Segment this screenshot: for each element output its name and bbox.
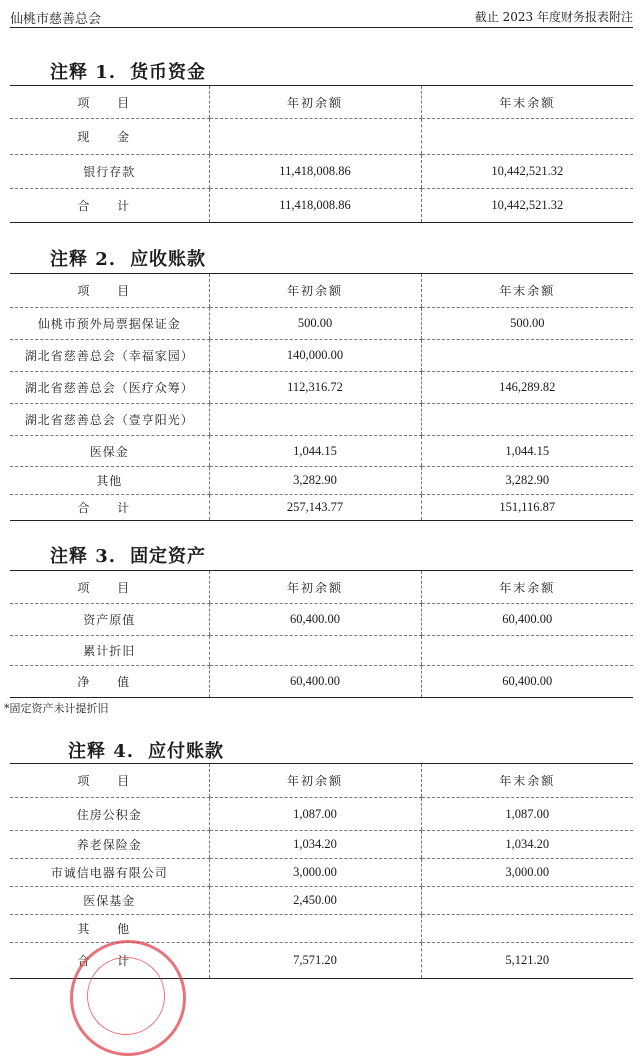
section-4-name: 应付账款 — [148, 741, 225, 762]
row-begin: 1,087.00 — [209, 798, 421, 831]
row-begin: 112,316.72 — [209, 372, 421, 404]
row-begin — [209, 636, 421, 666]
section-3-table — [10, 570, 633, 698]
document-title: 截止 2023 年度财务报表附注 — [474, 10, 633, 24]
row-end: 1,087.00 — [421, 798, 633, 831]
header-rule — [10, 27, 633, 28]
official-seal-stamp — [70, 940, 186, 1056]
row-label: 合 计 — [10, 189, 209, 223]
row-end: 146,289.82 — [421, 372, 633, 404]
row-label: 合 计 — [10, 495, 209, 521]
row-label: 湖北省慈善总会（幸福家园） — [10, 340, 209, 372]
section-1-table — [10, 85, 633, 223]
section-2-number: 注释 2. — [50, 249, 117, 270]
row-label: 医保基金 — [10, 887, 209, 915]
row-end: 60,400.00 — [421, 666, 633, 698]
row-begin: 11,418,008.86 — [209, 189, 421, 223]
row-begin: 60,400.00 — [209, 604, 421, 636]
table-header-row — [10, 86, 633, 119]
row-label: 其 他 — [10, 915, 209, 943]
row-end: 60,400.00 — [421, 604, 633, 636]
row-label: 现 金 — [10, 119, 209, 155]
row-label: 湖北省慈善总会（壹亨阳光） — [10, 404, 209, 436]
row-label: 医保金 — [10, 436, 209, 467]
section-1-name: 货币资金 — [130, 62, 207, 83]
row-end: 10,442,521.32 — [421, 189, 633, 223]
page-header — [10, 8, 633, 28]
table-row — [10, 798, 633, 831]
table-row-total — [10, 495, 633, 521]
table-row — [10, 604, 633, 636]
row-begin: 1,034.20 — [209, 831, 421, 859]
row-begin: 7,571.20 — [209, 943, 421, 979]
section-2-name: 应收账款 — [130, 249, 207, 270]
section-1-number: 注释 1. — [50, 62, 117, 83]
row-end — [421, 636, 633, 666]
section-1-title — [50, 58, 206, 84]
table-row — [10, 340, 633, 372]
section-3-note: *固定资产未计提折旧 — [4, 702, 109, 715]
section-2-title — [50, 245, 206, 271]
section-3-title — [50, 542, 206, 568]
header-begin: 年初余额 — [209, 274, 421, 308]
row-label: 合 计 — [10, 943, 209, 979]
row-label: 养老保险金 — [10, 831, 209, 859]
header-end: 年末余额 — [421, 274, 633, 308]
table-row — [10, 404, 633, 436]
row-begin: 500.00 — [209, 308, 421, 340]
row-end: 1,044.15 — [421, 436, 633, 467]
table-header-row — [10, 571, 633, 604]
header-end: 年末余额 — [421, 86, 633, 119]
table-row — [10, 887, 633, 915]
row-begin — [209, 915, 421, 943]
table-row — [10, 155, 633, 189]
table-row — [10, 372, 633, 404]
row-begin: 140,000.00 — [209, 340, 421, 372]
table-header-row — [10, 764, 633, 798]
table-row-total — [10, 666, 633, 698]
header-begin: 年初余额 — [209, 571, 421, 604]
row-end: 1,034.20 — [421, 831, 633, 859]
header-end: 年末余额 — [421, 571, 633, 604]
header-begin: 年初余额 — [209, 86, 421, 119]
row-begin: 3,282.90 — [209, 467, 421, 495]
row-end — [421, 404, 633, 436]
row-begin: 2,450.00 — [209, 887, 421, 915]
row-label: 其他 — [10, 467, 209, 495]
section-3-name: 固定资产 — [130, 546, 207, 567]
seal-inner-ring — [87, 957, 165, 1035]
table-row — [10, 859, 633, 887]
row-begin: 3,000.00 — [209, 859, 421, 887]
table-row — [10, 436, 633, 467]
org-name: 仙桃市慈善总会 — [10, 12, 102, 27]
table-row — [10, 119, 633, 155]
section-4-number: 注释 4. — [68, 741, 135, 762]
row-label: 住房公积金 — [10, 798, 209, 831]
section-2-table — [10, 273, 633, 521]
header-begin: 年初余额 — [209, 764, 421, 798]
row-begin: 60,400.00 — [209, 666, 421, 698]
row-end: 151,116.87 — [421, 495, 633, 521]
row-end: 3,282.90 — [421, 467, 633, 495]
table-row — [10, 467, 633, 495]
table-row-total — [10, 189, 633, 223]
header-item: 项 目 — [10, 571, 209, 604]
table-header-row — [10, 274, 633, 308]
row-end: 3,000.00 — [421, 859, 633, 887]
row-label: 资产原值 — [10, 604, 209, 636]
table-row — [10, 915, 633, 943]
row-begin — [209, 404, 421, 436]
row-begin: 257,143.77 — [209, 495, 421, 521]
row-label: 累计折旧 — [10, 636, 209, 666]
table-row — [10, 831, 633, 859]
header-item: 项 目 — [10, 274, 209, 308]
section-3-number: 注释 3. — [50, 546, 117, 567]
table-row — [10, 308, 633, 340]
row-end: 5,121.20 — [421, 943, 633, 979]
row-begin — [209, 119, 421, 155]
row-label: 净 值 — [10, 666, 209, 698]
row-label: 市诚信电器有限公司 — [10, 859, 209, 887]
table-row — [10, 636, 633, 666]
row-label: 银行存款 — [10, 155, 209, 189]
row-begin: 11,418,008.86 — [209, 155, 421, 189]
header-item: 项 目 — [10, 764, 209, 798]
row-end — [421, 119, 633, 155]
row-label: 仙桃市预外局票据保证金 — [10, 308, 209, 340]
row-end: 500.00 — [421, 308, 633, 340]
row-end — [421, 340, 633, 372]
section-4-title — [68, 737, 224, 763]
header-end: 年末余额 — [421, 764, 633, 798]
row-end — [421, 887, 633, 915]
row-begin: 1,044.15 — [209, 436, 421, 467]
row-end: 10,442,521.32 — [421, 155, 633, 189]
header-item: 项 目 — [10, 86, 209, 119]
row-label: 湖北省慈善总会（医疗众筹） — [10, 372, 209, 404]
row-end — [421, 915, 633, 943]
